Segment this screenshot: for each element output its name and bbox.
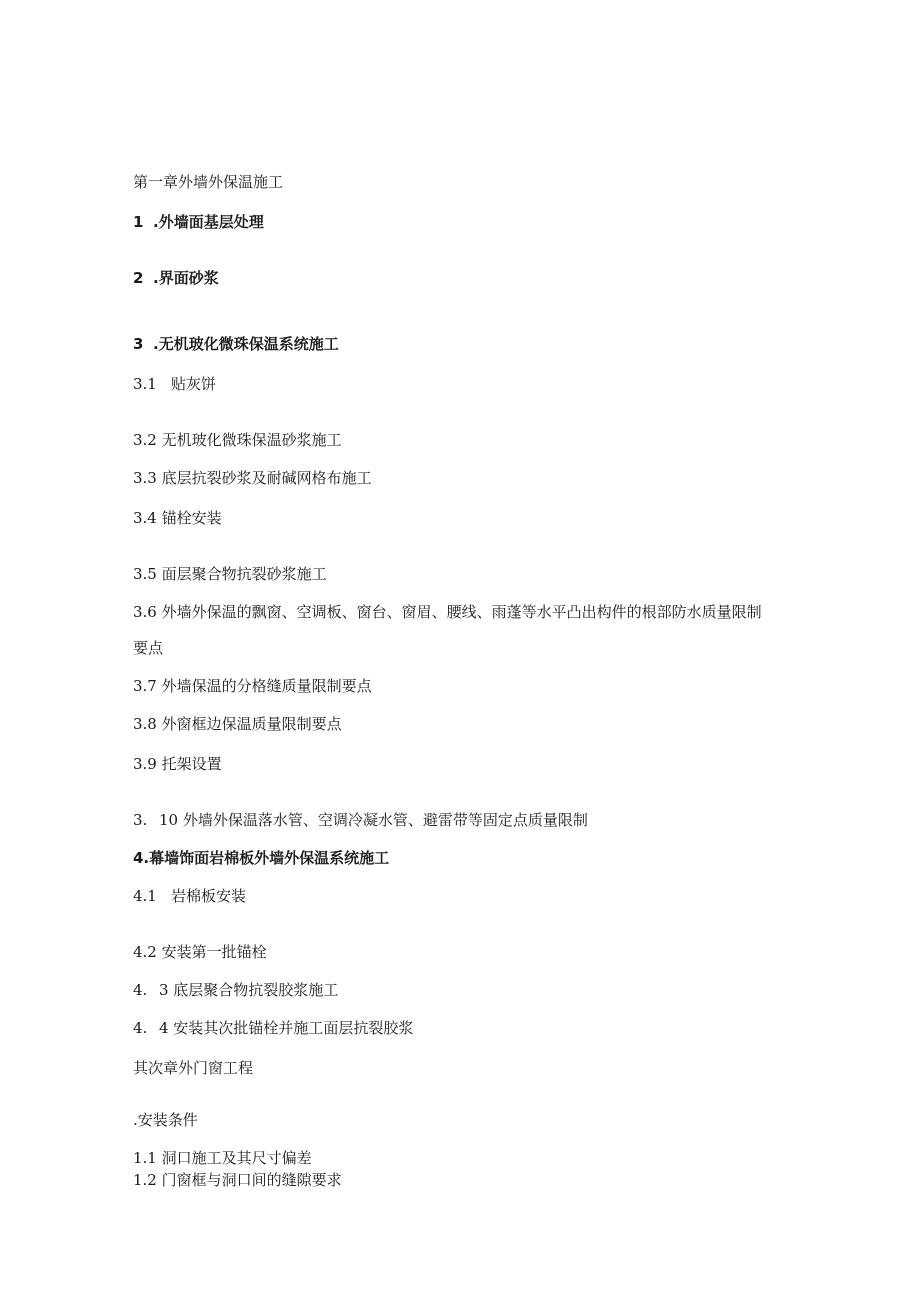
- chapter-2-heading-1: .安装条件: [133, 1111, 198, 1129]
- section-3-3: 3.3 底层抗裂砂浆及耐碱网格布施工: [133, 469, 372, 487]
- heading-3: [133, 334, 339, 354]
- chapter-2-title: 其次章外门窗工程: [133, 1059, 254, 1077]
- section-3-1-number: 3.1: [133, 375, 157, 393]
- section-4-4-number: 4.: [133, 1019, 148, 1037]
- heading-2-text: .界面砂浆: [153, 269, 219, 287]
- section-4-3: [133, 980, 338, 1000]
- heading-3-text: .无机玻化微珠保温系统施工: [153, 335, 339, 353]
- section-4-2: 4.2 安装第一批锚栓: [133, 943, 267, 961]
- section-3-1-text: 贴灰饼: [171, 375, 217, 393]
- section-4-4-text: 4 安装其次批锚栓并施工面层抗裂胶浆: [159, 1019, 414, 1037]
- heading-1-number: 1: [133, 213, 144, 231]
- heading-2-number: 2: [133, 269, 144, 287]
- chapter-1-title: 第一章外墙外保温施工: [133, 173, 284, 191]
- section-3-9: 3.9 托架设置: [133, 755, 222, 773]
- section-3-8: 3.8 外窗框边保温质量限制要点: [133, 715, 342, 733]
- section-3-5: 3.5 面层聚合物抗裂砂浆施工: [133, 565, 327, 583]
- heading-1: [133, 212, 264, 232]
- chapter-2-section-1-1: 1.1 洞口施工及其尺寸偏差: [133, 1149, 312, 1167]
- section-4-1-text: 岩棉板安装: [171, 887, 247, 905]
- section-3-6-line-1: 3.6 外墙外保温的飘窗、空调板、窗台、窗眉、腰线、雨蓬等水平凸出构件的根部防水质量限制: [133, 603, 762, 621]
- section-3-2: 3.2 无机玻化微珠保温砂浆施工: [133, 431, 342, 449]
- heading-4: 4.幕墙饰面岩棉板外墙外保温系统施工: [133, 849, 390, 867]
- heading-1-text: .外墙面基层处理: [153, 213, 264, 231]
- section-3-4: 3.4 锚栓安装: [133, 509, 222, 527]
- section-3-10-text: 10 外墙外保温落水管、空调冷凝水管、避雷带等固定点质量限制: [159, 811, 588, 829]
- section-4-4: [133, 1018, 413, 1038]
- section-4-1: [133, 886, 246, 906]
- section-3-1: [133, 374, 216, 394]
- section-3-10: [133, 810, 588, 830]
- section-3-6-line-2: 要点: [133, 639, 164, 657]
- section-3-10-number: 3.: [133, 811, 148, 829]
- section-4-3-number: 4.: [133, 981, 148, 999]
- section-4-3-text: 3 底层聚合物抗裂胶浆施工: [159, 981, 339, 999]
- heading-2: [133, 268, 219, 288]
- heading-3-number: 3: [133, 335, 144, 353]
- chapter-2-section-1-2: 1.2 门窗框与洞口间的缝隙要求: [133, 1171, 342, 1189]
- section-4-1-number: 4.1: [133, 887, 157, 905]
- section-3-7: 3.7 外墙保温的分格缝质量限制要点: [133, 677, 372, 695]
